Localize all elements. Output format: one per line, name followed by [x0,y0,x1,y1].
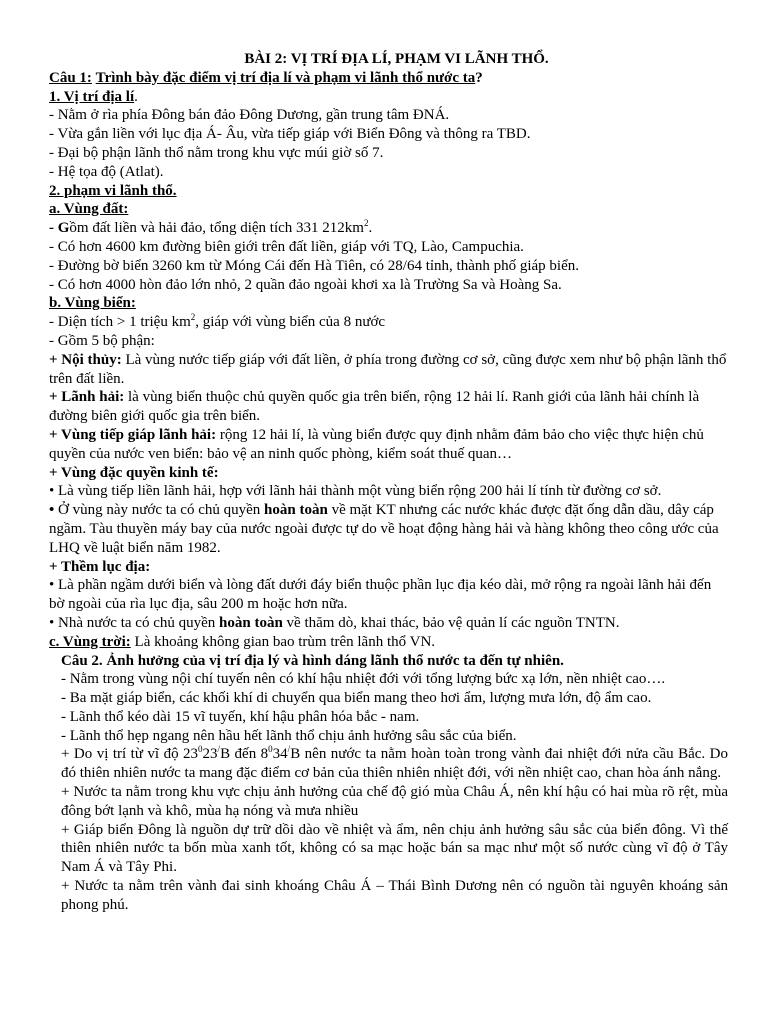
latitude-a: + Do vị trí từ vĩ độ 23 [61,746,199,763]
latitude-d: 34 [272,746,288,763]
land-line-dash: - G [49,220,70,237]
latitude-c: B đến 8 [220,746,269,763]
question-2-block [49,652,728,915]
question-2-line: - Ba mặt giáp biển, các khối khí di chuyển qua biển mang theo hơi ẩm, lượng mưa lớn, độ ẩm cao. [61,690,652,707]
shelf-line-2-post: về thăm dò, khai thác, bảo vệ quản lí các nguồn TNTN. [282,614,620,631]
sea-area-pre: - Diện tích > 1 triệu km [49,314,191,331]
section-2-heading: 2. phạm vi lãnh thổ. [49,182,177,199]
shelf-line-2 [49,614,728,633]
land-line: - Đường bờ biển 3260 km từ Móng Cái đến Hà Tiên, có 28/64 tỉnh, thành phố giáp biển. [49,257,580,274]
section-1-heading [49,88,728,107]
question-2-line: - Nằm trong vùng nội chí tuyến nên có khí hậu nhiệt đới với tổng lượng bức xạ lớn, nền nhiệt cao…. [61,671,666,688]
shelf-line-1: • Là phần ngầm dưới biển và lòng đất dưới đáy biển thuộc phần lục địa kéo dài, mở rộng ra ngoài lãnh hải đến bờ ngoài của rìa lục địa, sâu 200 m hoặc hơn nữa. [49,577,712,613]
question-1-mark: ? [475,69,483,86]
question-2-heading: Câu 2. Ảnh hưởng của vị trí địa lý và hình dáng lãnh thổ nước ta đến tự nhiên. [61,652,564,669]
internal-waters-label: + Nội thủy: [49,351,122,368]
eez-line-2-pre: Ở vùng này nước ta có chủ quyền [54,502,265,519]
question-2-line: - Lãnh thổ kéo dài 15 vĩ tuyến, khí hậu phân hóa bắc - nam. [61,708,420,725]
latitude-b: 23 [202,746,218,763]
minerals-paragraph: + Nước ta nằm trên vành đai sinh khoáng Châu Á – Thái Bình Dương nên có nguồn tài nguyên khoáng sản phong phú. [61,878,728,913]
section-1-title: 1. Vị trí địa lí [49,88,135,105]
eez-line-2-bold: hoàn toàn [264,502,328,519]
airspace-text: Là khoảng không gian bao trùm trên lãnh thổ VN. [130,633,436,650]
question-1-text: Trình bày đặc điểm vị trí địa lí và phạm vi lãnh thổ nước ta [95,69,476,86]
land-line-sup: 2 [363,218,369,229]
question-1 [49,69,728,88]
land-heading: a. Vùng đất: [49,201,129,218]
shelf-heading: + Thềm lục địa: [49,558,151,575]
eez-bullet: • [49,502,55,519]
latitude-sup-3: 0 [268,744,273,755]
contiguous-zone-text: rộng 12 hải lí, là vùng biển được quy định nhằm đảm bảo cho việc thực hiện chủ quyền của nước ven biển: bảo vệ an ninh quốc phòng, kiểm soát thuế quan… [49,426,704,462]
airspace-heading: c. Vùng trời: [49,633,131,650]
sea-area-sup: 2 [190,312,196,323]
shelf-line-2-pre: • Nhà nước ta có chủ quyền [49,614,220,631]
territorial-sea [49,388,728,426]
sea-area-post: , giáp với vùng biển của 8 nước [195,314,386,331]
land-line-end: . [368,220,373,237]
section-1-line: - Nằm ở rìa phía Đông bán đảo Đông Dương, gần trung tâm ĐNÁ. [49,107,450,124]
eez-line-1: • Là vùng tiếp liền lãnh hải, hợp với lãnh hải thành một vùng biển rộng 200 hải lí tính từ đường cơ sở. [49,483,662,500]
land-line: - Có hơn 4600 km đường biên giới trên đất liền, giáp với TQ, Lào, Campuchia. [49,238,524,255]
land-line: - Có hơn 4000 hòn đảo lớn nhỏ, 2 quần đảo ngoài khơi xa là Trường Sa và Hoàng Sa. [49,276,562,293]
contiguous-zone [49,426,728,464]
document-title: BÀI 2: VỊ TRÍ ĐỊA LÍ, PHẠM VI LÃNH THỔ. [244,51,549,67]
section-1-line: - Đại bộ phận lãnh thổ nằm trong khu vực múi giờ số 7. [49,144,384,161]
eez-line-2 [49,501,728,557]
shelf-line-2-bold: hoàn toàn [219,614,283,631]
latitude-sup-1: 0 [198,744,203,755]
contiguous-zone-label: + Vùng tiếp giáp lãnh hải: [49,426,217,443]
question-2-line: - Lãnh thổ hẹp ngang nên hầu hết lãnh thổ chịu ảnh hưởng sâu sắc của biển. [61,727,517,744]
internal-waters-text: Là vùng nước tiếp giáp với đất liền, ở phía trong đường cơ sở, cũng được xem như bộ phận lãnh thổ trên đất liền. [49,351,727,387]
sea-area-line [49,313,728,332]
latitude-paragraph [61,745,728,783]
section-1-dot: . [134,88,138,105]
eez-heading: + Vùng đặc quyền kinh tế: [49,464,219,481]
territorial-sea-label: + Lãnh hải: [49,389,125,406]
territorial-sea-text: là vùng biển thuộc chủ quyền quốc gia trên biển, rộng 12 hải lí. Ranh giới của lãnh hải chính là đường biên giới quốc gia trên biển. [49,389,700,425]
monsoon-paragraph: + Nước ta nằm trong khu vực chịu ảnh hưởng của chế độ gió mùa Châu Á, nên khí hậu có hai mùa rõ rệt, mùa đông bớt lạnh và khô, mùa hạ nóng và mưa nhiều [61,784,728,819]
section-1-line: - Hệ tọa độ (Atlat). [49,163,164,180]
land-line-area [49,219,728,238]
east-sea-paragraph: + Giáp biển Đông là nguồn dự trữ dồi dào về nhiệt và ẩm, nên chịu ảnh hưởng sâu sắc của biển đông. Vì thế thiên nhiên nước ta bốn mùa xanh tốt, không có sa mạc hoặc bán sa mạc như một số nước cùng vĩ độ ở Tây Nam Á và Tây Phi. [61,821,728,876]
airspace-line [49,633,728,652]
latitude-sup-2: / [217,744,221,755]
internal-waters [49,351,728,389]
latitude-sup-4: / [287,744,291,755]
sea-parts-line: - Gồm 5 bộ phận: [49,332,155,349]
question-1-label: Câu 1: [49,69,92,86]
section-1-line: - Vừa gắn liền với lục địa Á- Âu, vừa tiếp giáp với Biển Đông và thông ra TBD. [49,126,531,143]
latitude-e: B nên nước ta nằm hoàn toàn trong vành đai nhiệt đới nửa cầu Bắc. Do đó thiên nhiên nước ta mang đặc điểm cơ bản của thiên nhiên nhiệt đới, với nền nhiệt cao, chan hòa ánh nắng. [61,746,728,782]
eez-line-2-post: về mặt KT nhưng các nước khác được đặt ống dẫn dầu, dây cáp ngầm. Tàu thuyền máy bay của nước ngoài được tự do về hoạt động hàng hải và hàng không theo công ước của LHQ về luật biển năm 1982. [49,502,719,556]
land-line-text: ồm đất liền và hải đảo, tổng diện tích 331 212km [69,220,364,237]
sea-heading: b. Vùng biển: [49,295,136,312]
